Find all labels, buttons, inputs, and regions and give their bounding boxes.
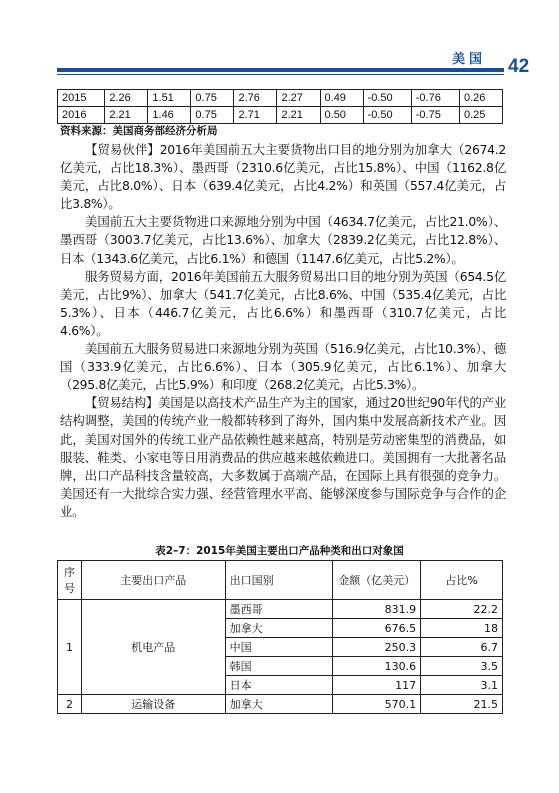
header-country: 出口国别 [225, 561, 333, 600]
row-amount: 831.9 [333, 600, 421, 619]
table-row [58, 90, 503, 107]
table-cell: 2.27 [277, 90, 320, 107]
source-note: 资料来源：美国商务部经济分析局 [60, 125, 218, 137]
table-cell: -0.50 [363, 90, 411, 107]
table-cell: 2.21 [277, 107, 320, 124]
table-row [58, 600, 503, 619]
header-rule-thin [57, 74, 504, 75]
table-cell: 0.49 [320, 90, 363, 107]
row-share: 21.5 [421, 695, 503, 714]
body-text [60, 141, 506, 521]
row-amount: 570.1 [333, 695, 421, 714]
table-cell: 2.21 [105, 107, 148, 124]
table-cell: 0.50 [320, 107, 363, 124]
page-number: 42 [508, 56, 530, 77]
row-country: 韩国 [225, 657, 333, 676]
table-cell: 2015 [58, 90, 105, 107]
row-share: 3.5 [421, 657, 503, 676]
row-amount: 130.6 [333, 657, 421, 676]
table-cell: 2.76 [234, 90, 277, 107]
header-amount: 金额（亿美元） [333, 561, 421, 600]
header-share: 占比% [421, 561, 503, 600]
table-cell: -0.50 [363, 107, 411, 124]
row-country: 日本 [225, 676, 333, 695]
table-caption: 表2–7：2015年美国主要出口产品种类和出口对象国 [155, 545, 404, 557]
row-amount: 250.3 [333, 638, 421, 657]
row-share: 6.7 [421, 638, 503, 657]
table-cell: 0.75 [191, 107, 234, 124]
paragraph-service-imports: 美国前五大服务贸易进口来源地分别为英国（516.9亿美元，占比10.3%）、德国（333.9亿美元，占比6.6%）、日本（305.9亿美元，占比6.1%）、加拿大（295.8亿美元，占比5.9%）和印度（268.2亿美元，占比5.3%）。 [60, 341, 506, 393]
table-cell: -0.76 [411, 90, 459, 107]
header-product: 主要出口产品 [81, 561, 225, 600]
paragraph-trade-structure: 【贸易结构】美国是以高技术产品生产为主的国家，通过20世纪90年代的产业结构调整，美国的传统产业一般都转移到了海外，国内集中发展高新技术产业。因此，美国对国外的传统工业产品依赖性越来越高，特别是劳动密集型的消费品，如服装、鞋类、小家电等日用消费品的供应越来越依赖进口。美国拥有一大批著名品牌，出口产品科技含量较高，大多数属于高端产品，在国际上具有很强的竞争力。美国还有一大批综合实力强、经营管理水平高、能够深度参与国际竞争与合作的企业。 [60, 395, 506, 519]
table-cell: 0.75 [191, 90, 234, 107]
row-amount: 676.5 [333, 619, 421, 638]
row-amount: 117 [333, 676, 421, 695]
row-share: 3.1 [421, 676, 503, 695]
table-row [58, 107, 503, 124]
paragraph-import-sources: 美国前五大主要货物进口来源地分别为中国（4634.7亿美元，占比21.0%）、墨西哥（3003.7亿美元，占比13.6%）、加拿大（2839.2亿美元，占比12.8%）、日本（1343.6亿美元，占比6.1%）和德国（1147.6亿美元，占比5.2%）。 [60, 214, 506, 266]
header-rule [57, 68, 504, 72]
table-cell: 2.26 [105, 90, 148, 107]
table-row [58, 695, 503, 714]
table-cell: -0.75 [411, 107, 459, 124]
products-table [57, 560, 503, 714]
row-country: 加拿大 [225, 695, 333, 714]
row-country: 墨西哥 [225, 600, 333, 619]
row-no: 2 [58, 695, 82, 714]
row-country: 加拿大 [225, 619, 333, 638]
paragraph-service-exports: 服务贸易方面，2016年美国前五大服务贸易出口目的地分别为英国（654.5亿美元，占比9%）、加拿大（541.7亿美元，占比8.6%、中国（535.4亿美元，占比5.3%）、日本（446.7亿美元，占比6.6%）和墨西哥（310.7亿美元，占比4.6%）。 [60, 268, 506, 338]
table-cell: 0.25 [459, 107, 502, 124]
table-cell: 1.46 [148, 107, 191, 124]
table-cell: 2016 [58, 107, 105, 124]
table-header-row [58, 561, 503, 600]
paragraph-trade-partners: 【贸易伙伴】2016年美国前五大主要货物出口目的地分别为加拿大（2674.2亿美元，占比18.3%）、墨西哥（2310.6亿美元，占比15.8%）、中国（1162.8亿美元，占比8.0%）、日本（639.4亿美元，占比4.2%）和英国（557.4亿美元，占比3.8%）。 [60, 142, 506, 212]
table-cell: 1.51 [148, 90, 191, 107]
table-cell: 0.26 [459, 90, 502, 107]
row-product: 运输设备 [81, 695, 225, 714]
row-share: 22.2 [421, 600, 503, 619]
header-country: 美国 [452, 52, 487, 67]
row-country: 中国 [225, 638, 333, 657]
table-cell: 2.71 [234, 107, 277, 124]
growth-table [57, 89, 503, 124]
row-share: 18 [421, 619, 503, 638]
row-no: 1 [58, 600, 82, 695]
row-product: 机电产品 [81, 600, 225, 695]
header-no: 序号 [58, 561, 82, 600]
